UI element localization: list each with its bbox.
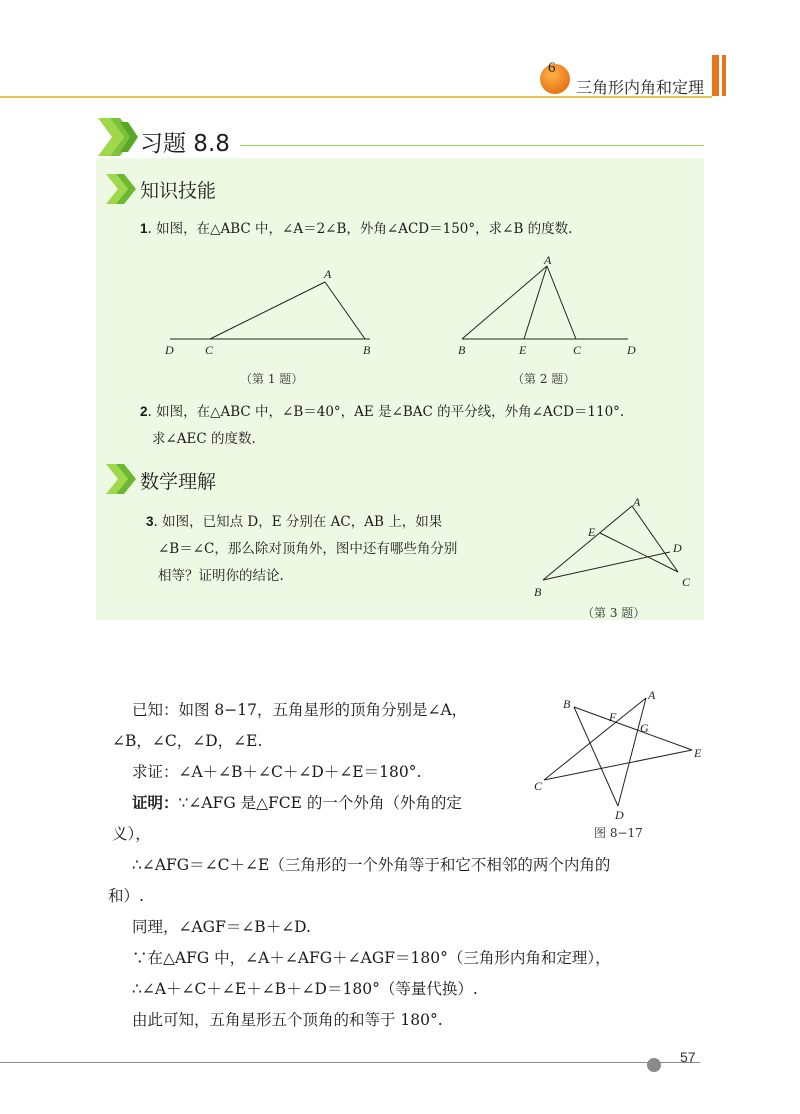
header-bar — [712, 55, 719, 96]
header-bar-thin — [722, 55, 726, 96]
question-1 — [140, 215, 700, 243]
exercise-title: 习题 8.8 — [140, 131, 230, 157]
question-text-line1: . 如图，在△ABC 中，∠B＝40°，AE 是∠BAC 的平分线，外角∠ACD＝110°. — [147, 404, 625, 420]
question-number: 1 — [140, 221, 148, 236]
point-label: C — [534, 779, 543, 793]
point-label: B — [363, 343, 371, 357]
question-number: 3 — [146, 514, 154, 529]
caption-q2: （第 2 题） — [512, 372, 576, 386]
chapter-title: 三角形内角和定理 — [576, 78, 705, 97]
proof-block-bottom — [108, 850, 708, 1036]
figure-q2 — [452, 252, 652, 362]
figure-q3 — [528, 492, 698, 602]
point-label: A — [633, 495, 641, 509]
step4: ∴∠A＋∠C＋∠E＋∠B＋∠D＝180°（等量代换）. — [132, 980, 478, 998]
footer-rule — [0, 1062, 700, 1063]
point-label: D — [673, 541, 682, 555]
point-label: G — [640, 721, 649, 735]
chapter-number: 6 — [548, 60, 556, 76]
point-label: B — [534, 585, 542, 599]
point-label: C — [573, 343, 582, 357]
page-dot-icon — [647, 1058, 661, 1072]
point-label: E — [519, 343, 527, 357]
section-chevron-icon — [104, 462, 142, 496]
point-label: D — [615, 808, 624, 822]
section-title-understanding: 数学理解 — [140, 471, 217, 493]
page-number: 57 — [680, 1049, 696, 1065]
point-label: D — [627, 343, 636, 357]
point-label: C — [205, 343, 214, 357]
given-line2: ∠B，∠C，∠D，∠E. — [112, 732, 263, 750]
question-text-line2: ∠B＝∠C，那么除对顶角外，图中还有哪些角分别 — [158, 541, 458, 557]
point-label: F — [609, 710, 617, 724]
chevron-right-icon — [96, 116, 140, 158]
proof-reason: ∵∠AFG 是△FCE 的一个外角（外角的定 — [178, 794, 462, 812]
figure-q1 — [160, 262, 390, 362]
conclusion: 由此可知，五角星形五个顶角的和等于 180°. — [132, 1011, 443, 1029]
question-number: 2 — [140, 404, 148, 419]
proof-line2: 义）， — [112, 825, 151, 843]
exercise-title-row — [96, 116, 704, 158]
prove-line: 求证：∠A＋∠B＋∠C＋∠D＋∠E＝180°. — [132, 763, 422, 781]
question-text: . 如图，在△ABC 中，∠A＝2∠B，外角∠ACD＝150°，求∠B 的度数. — [147, 221, 573, 237]
section-chevron-icon — [104, 172, 142, 206]
point-label: E — [588, 525, 596, 539]
point-label: C — [682, 575, 691, 589]
question-2 — [140, 398, 700, 453]
caption-q3: （第 3 题） — [582, 606, 646, 620]
question-3 — [146, 508, 530, 590]
point-label: B — [458, 343, 466, 357]
figure-star-caption: 图 8−17 — [594, 826, 643, 840]
step3: ∵在△AFG 中，∠A＋∠AFG＋∠AGF＝180°（三角形内角和定理）， — [132, 949, 611, 967]
question-text-line1: . 如图，已知点 D，E 分别在 AC，AB 上，如果 — [153, 514, 443, 530]
proof-label: 证明： — [132, 794, 179, 812]
step1-line1: ∴∠AFG＝∠C＋∠E（三角形的一个外角等于和它不相邻的两个内角的 — [132, 856, 611, 874]
caption-q1: （第 1 题） — [240, 372, 304, 386]
point-label: D — [165, 343, 174, 357]
question-text-line3: 相等？证明你的结论. — [158, 568, 284, 584]
point-label: A — [544, 253, 552, 267]
point-label: A — [324, 267, 332, 281]
title-rule — [240, 145, 704, 146]
given-line1: 已知：如图 8−17，五角星形的顶角分别是∠A， — [132, 701, 468, 719]
question-text-line2: 求∠AEC 的度数. — [152, 431, 256, 447]
point-label: E — [694, 746, 702, 760]
point-label: B — [563, 697, 571, 711]
figure-star — [530, 688, 710, 822]
step1-line2: 和）. — [108, 887, 144, 905]
point-label: A — [648, 688, 656, 702]
step2: 同理，∠AGF＝∠B＋∠D. — [132, 918, 311, 936]
section-title-skills: 知识技能 — [140, 180, 217, 202]
proof-block-top — [112, 695, 532, 850]
proof-line1 — [132, 788, 532, 819]
